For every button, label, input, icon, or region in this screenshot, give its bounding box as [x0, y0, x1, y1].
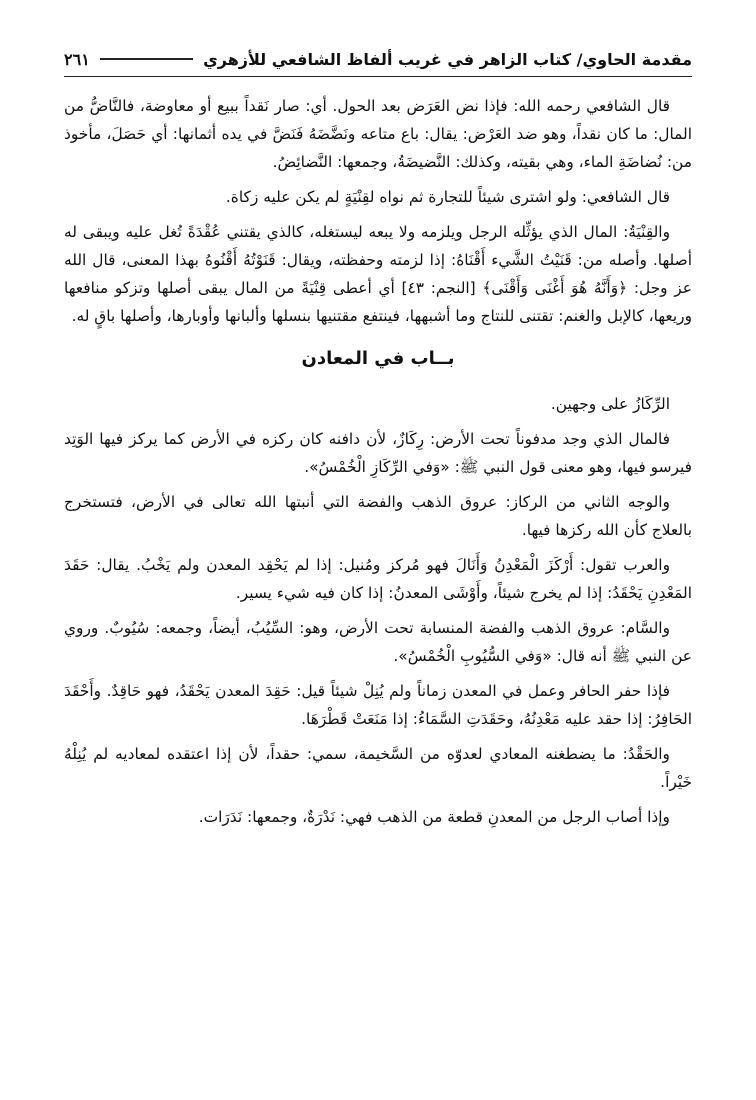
section-heading — [64, 343, 692, 377]
paragraph-rikaz-buried: فالمال الذي وجد مدفوناً تحت الأرض: رِكَازٌ، لأن دافنه كان ركزه في الأرض كما يركز فيها الوَتِد فيرسو فيها، وهو معنى قول النبي ﷺ: «وَفي الرِّكَازِ الْخُمْسُ». — [64, 430, 692, 476]
section-heading-text: بــاب في المعادن — [301, 348, 455, 369]
paragraph-sam: والسَّام: عروق الذهب والفضة المنسابة تحت الأرض، وهو: السِّيُبُ، أيضاً، وجمعه: سُيُوبٌ. وروي عن النبي ﷺ أنه قال: «وَفي السُّيُوبِ الْخُمْسُ». — [64, 619, 692, 665]
page-body — [64, 92, 692, 838]
paragraph-nadd: قال الشافعي رحمه الله: فإذا نض العَرَض بعد الحول. أي: صار نَقداً ببيع أو معاوضة، فالنَّاضُّ من المال: ما كان نقداً، وهو ضد العَرْض: يقال: باع متاعه ونَضَّضَهُ فَنَضَّ في يده أثمانها: أي حَصَلَ، مأخوذ من: نُضاضَةِ الماء، وهي بقيته، وكذلك: النَّضيضَةُ، وجمعها: النَّضائِضُ. — [64, 97, 692, 171]
paragraph-haqd: والحَقْدُ: ما يضطغنه المعادي لعدوّه من السَّخيمة، سمي: حقداً، لأن إذا اعتقده لمعاديه لم يُنِلْهُ خَيْراً. — [64, 745, 692, 791]
paragraph-qinya-definition: والقِنْيَةُ: المال الذي يؤثِّله الرجل ويلزمه ولا يبعه ليستغله، كالذي يقتني عُقْدَةً تُغل عليه ويبقى له أصلها. وأصله من: قَنَيْتُ الشَّيء أَقْنَاهُ: إذا لزمته وحفظته، ويقال: قَنَوْتُهُ أَقْنُوهُ بهذا المعنى، قال الله عز وجل: ﴿وَأَنَّهُ هُوَ أَغْنَى وَأَقْنَى﴾ [النجم: ٤٣] أي أعطى قِنْيَةً من المال يبقى أصلها وتزكو منافعها وريعها، كالإبل والغنم: تقتنى للنتاج وما أشبهها، فينتفع مقتنيها بنسلها وألبانها وأوبارها، وأصلها باقٍ له. — [64, 223, 692, 325]
header-rule — [100, 58, 193, 60]
paragraph-nadra: وإذا أصاب الرجل من المعدنِ قطعة من الذهب فهي: نَدْرَةٌ، وجمعها: نَدَرَات. — [198, 808, 670, 826]
paragraph-rikaz-second: والوجه الثاني من الركاز: عروق الذهب والفضة التي أنبتها الله تعالى في الأرض، فتستخرج بالعلاج كأن الله ركزها فيها. — [64, 493, 692, 539]
page-header — [64, 42, 692, 77]
paragraph-shafii-qinya: قال الشافعي: ولو اشترى شيئاً للتجارة ثم نواه لقِنْيَةٍ لم يكن عليه زكاة. — [225, 188, 670, 206]
page-number: ٢٦١ — [64, 49, 90, 69]
running-title: مقدمة الحاوي/ كتاب الزاهر في غريب ألفاظ الشافعي للأزهري — [203, 49, 692, 69]
paragraph-arkaza: والعرب تقول: أَرْكَزَ الْمَعْدِنُ وَأَنَالَ فهو مُركز ومُنيل: إذا لم يَحْقِد المعدن ولم يَخْبُ. يقال: حَقَدَ المَعْدِنِ يَحْقَدُ: إذا لم يخرج شيئاً، وأَوْشَى المعدنُ: إذا كان فيه شيء يسير. — [64, 556, 692, 602]
paragraph-rikaz-intro: الرِّكَازُ على وجهين. — [550, 395, 670, 413]
paragraph-haqada: فإذا حفر الحافر وعمل في المعدن زماناً ولم يُنِلْ شيئاً قيل: حَقِدَ المعدن يَحْقَدُ، فهو حَاقِدٌ. وأَحْقَدَ الحَافِرُ: إذا حقد عليه مَعْدِنُهُ، وحَقَدَتِ السَّمَاءُ: إذا مَنَعَتْ قَطْرَهَا. — [64, 682, 692, 728]
